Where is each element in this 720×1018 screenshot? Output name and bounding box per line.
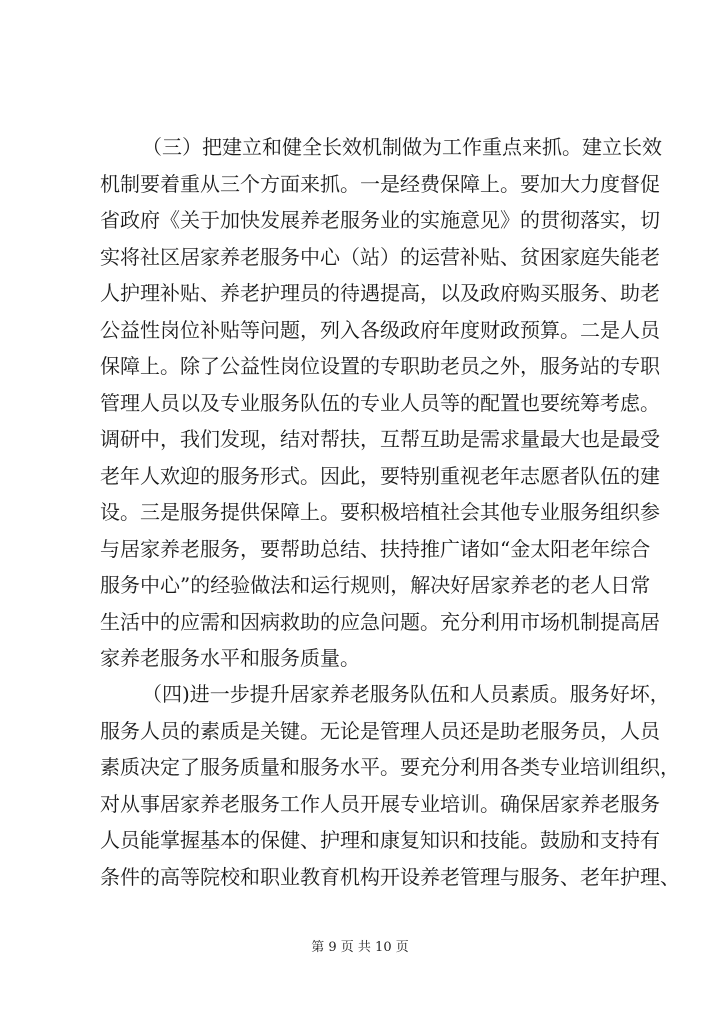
paragraph-2-line: （四)进一步提升居家养老服务队伍和人员素质。服务好坏，: [142, 682, 670, 706]
paragraph-2-line: 人员能掌握基本的保健、护理和康复知识和技能。鼓励和支持有: [100, 828, 660, 853]
page-number-footer: 第 9 页 共 10 页: [311, 940, 409, 955]
paragraph-2-line: 对从事居家养老服务工作人员开展专业培训。确保居家养老服务: [100, 791, 660, 816]
paragraph-1-line: 公益性岗位补贴等问题，列入各级政府年度财政预算。二是人员: [100, 317, 660, 342]
paragraph-1-line: （三）把建立和健全长效机制做为工作重点来抓。建立长效: [142, 135, 662, 159]
paragraph-1-line: 机制要着重从三个方面来抓。一是经费保障上。要加大力度督促: [100, 171, 660, 196]
paragraph-1-line: 实将社区居家养老服务中心（站）的运营补贴、贫困家庭失能老: [100, 244, 660, 269]
paragraph-2-line: 素质决定了服务质量和服务水平。要充分利用各类专业培训组织，: [100, 755, 680, 780]
paragraph-2-line: 服务人员的素质是关键。无论是管理人员还是助老服务员，人员: [100, 718, 660, 743]
paragraph-1-line: 老年人欢迎的服务形式。因此，要特别重视老年志愿者队伍的建: [100, 463, 660, 488]
paragraph-1-line: 服务中心”的经验做法和运行规则，解决好居家养老的老人日常: [100, 573, 651, 597]
paragraph-1-line: 设。三是服务提供保障上。要积极培植社会其他专业服务组织参: [100, 500, 660, 524]
paragraph-1-line: 与居家养老服务，要帮助总结、扶持推广诸如“金太阳老年综合: [100, 536, 651, 561]
paragraph-1-line: 管理人员以及专业服务队伍的专业人员等的配置也要统筹考虑。: [100, 390, 660, 415]
paragraph-1-line: 人护理补贴、养老护理员的待遇提高，以及政府购买服务、助老: [100, 281, 660, 305]
paragraph-2-line: 条件的高等院校和职业教育机构开设养老管理与服务、老年护理、: [100, 865, 680, 889]
paragraph-1-line: 省政府《关于加快发展养老服务业的实施意见》的贯彻落实，切: [100, 208, 660, 232]
paragraph-1-line: 家养老服务水平和服务质量。: [100, 646, 360, 670]
paragraph-1-line: 保障上。除了公益性岗位设置的专职助老员之外，服务站的专职: [100, 354, 660, 378]
paragraph-1-line: 生活中的应需和因病救助的应急问题。充分利用市场机制提高居: [100, 609, 660, 634]
paragraph-1-line: 调研中，我们发现，结对帮扶，互帮互助是需求量最大也是最受: [100, 427, 660, 451]
